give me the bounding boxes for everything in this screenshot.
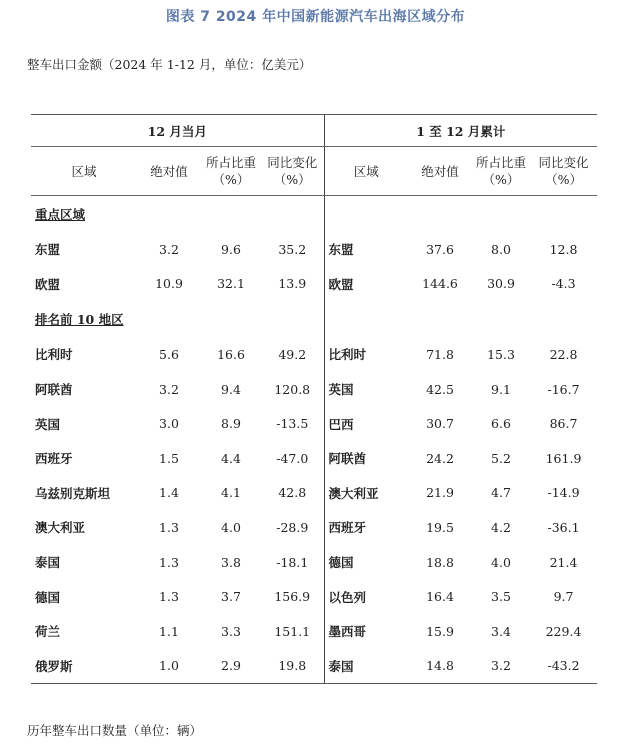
right-abs-cell: 16.4 [426, 589, 454, 605]
right-share-cell: 4.2 [491, 519, 511, 535]
right-region-cell: 泰国 [324, 649, 408, 684]
left-region-cell: 泰国 [35, 555, 61, 571]
right-abs-cell: 15.9 [426, 623, 454, 639]
left-region-cell: 澳大利亚 [35, 520, 86, 536]
table-row [31, 441, 597, 476]
right-share-cell: 8.0 [491, 241, 511, 257]
left-abs-cell: 1.5 [159, 450, 179, 466]
right-abs-cell: 30.7 [426, 416, 454, 432]
left-yoy-cell: 156.9 [274, 589, 311, 605]
right-yoy-cell: -43.2 [530, 649, 597, 684]
right-yoy-cell: 21.4 [549, 554, 578, 570]
right-pane-title: 1 至 12 月累计 [324, 115, 597, 147]
left-share-cell: 32.1 [217, 276, 245, 292]
left-abs-cell: 1.3 [159, 554, 179, 570]
left-abs-cell: 1.1 [159, 623, 179, 639]
right-yoy-cell: -16.7 [547, 381, 580, 397]
right-yoy-cell: -36.1 [547, 519, 580, 535]
right-region-cell: 比利时 [324, 337, 408, 372]
left-yoy-cell: 42.8 [278, 485, 307, 501]
right-abs-cell: 21.9 [426, 485, 454, 501]
left-share-cell: 3.3 [221, 623, 241, 639]
right-yoy-cell: -4.3 [551, 276, 576, 292]
col-header-yoy: 同比变化 （%） [530, 147, 597, 196]
left-share-cell: 3.7 [221, 589, 241, 605]
right-share-cell: 6.6 [491, 416, 511, 432]
left-share-cell: 4.0 [221, 519, 241, 535]
left-yoy-cell: 19.8 [261, 649, 324, 684]
right-region-cell: 墨西哥 [324, 614, 408, 649]
left-share-cell: 8.9 [221, 416, 241, 432]
left-yoy-cell: -47.0 [276, 450, 309, 466]
right-pane-blank [324, 196, 597, 233]
col-header-share: 所占比重 （%） [472, 147, 530, 196]
left-region-cell: 西班牙 [35, 451, 73, 467]
left-yoy-cell: 151.1 [274, 623, 311, 639]
right-yoy-cell: 22.8 [549, 346, 578, 362]
right-abs-cell: 144.6 [422, 276, 458, 292]
section-key-regions: 重点区域 [35, 207, 86, 222]
right-share-cell: 4.0 [491, 554, 511, 570]
right-region-cell: 西班牙 [324, 510, 408, 545]
left-yoy-cell: -18.1 [276, 554, 309, 570]
left-region-cell: 比利时 [35, 347, 73, 363]
col-header-region: 区域 [31, 147, 137, 196]
left-yoy-cell: 49.2 [278, 346, 307, 362]
left-region-cell: 俄罗斯 [31, 649, 137, 684]
left-abs-cell: 10.9 [155, 276, 183, 292]
right-share-cell: 4.7 [491, 485, 511, 501]
table-row [31, 337, 597, 372]
right-share-cell: 9.1 [491, 381, 511, 397]
right-yoy-cell: 86.7 [549, 416, 578, 432]
col-header-absolute: 绝对值 [137, 147, 201, 196]
right-share-cell: 3.5 [491, 589, 511, 605]
right-region-cell: 德国 [324, 545, 408, 580]
right-region-cell: 英国 [324, 372, 408, 407]
right-yoy-cell: -14.9 [547, 485, 580, 501]
table-row [31, 406, 597, 441]
left-pane-title: 12 月当月 [31, 115, 324, 147]
right-share-cell: 3.2 [472, 649, 530, 684]
left-yoy-cell: -28.9 [276, 519, 309, 535]
left-abs-cell: 3.2 [159, 381, 179, 397]
right-region-cell: 巴西 [324, 406, 408, 441]
left-share-cell: 9.6 [221, 241, 241, 257]
table-row [31, 579, 597, 614]
left-abs-cell: 3.0 [159, 416, 179, 432]
right-region-cell: 欧盟 [324, 267, 408, 302]
right-pane-blank [324, 301, 597, 337]
left-yoy-cell: 120.8 [274, 381, 311, 397]
right-abs-cell: 24.2 [426, 450, 454, 466]
table-row [31, 267, 597, 302]
right-abs-cell: 19.5 [426, 519, 454, 535]
right-abs-cell: 42.5 [426, 381, 454, 397]
table-row [31, 372, 597, 407]
right-yoy-cell: 12.8 [549, 241, 578, 257]
left-region-cell: 欧盟 [35, 276, 61, 292]
section-key-regions-row [31, 196, 597, 233]
left-abs-cell: 3.2 [159, 241, 179, 257]
right-share-cell: 5.2 [491, 450, 511, 466]
table-row [31, 649, 597, 684]
right-share-cell: 30.9 [487, 276, 515, 292]
right-abs-cell: 37.6 [426, 241, 454, 257]
table-subtitle: 整车出口金额（2024 年 1-12 月，单位：亿美元） [27, 57, 312, 72]
left-region-cell: 荷兰 [35, 624, 61, 640]
right-region-cell: 以色列 [324, 579, 408, 614]
table-row [31, 232, 597, 267]
right-abs-cell: 71.8 [426, 346, 454, 362]
next-table-caption: 历年整车出口数量（单位：辆） [27, 723, 203, 738]
right-yoy-cell: 229.4 [545, 623, 582, 639]
right-yoy-cell: 9.7 [553, 589, 574, 605]
col-header-region: 区域 [324, 147, 408, 196]
right-region-cell: 东盟 [324, 232, 408, 267]
right-abs-cell: 18.8 [426, 554, 454, 570]
left-abs-cell: 1.4 [159, 485, 179, 501]
left-abs-cell: 1.0 [137, 649, 201, 684]
left-yoy-cell: -13.5 [276, 416, 309, 432]
right-abs-cell: 14.8 [408, 649, 472, 684]
left-region-cell: 德国 [35, 589, 61, 605]
table-row [31, 510, 597, 545]
left-abs-cell: 5.6 [159, 346, 179, 362]
left-region-cell: 英国 [35, 416, 61, 432]
section-top10: 排名前 10 地区 [35, 312, 124, 328]
left-share-cell: 9.4 [221, 381, 241, 397]
col-header-share: 所占比重 （%） [201, 147, 261, 196]
left-region-cell: 东盟 [35, 242, 61, 258]
table-row [31, 545, 597, 580]
table-row [31, 476, 597, 511]
figure-title: 图表 7 2024 年中国新能源汽车出海区域分布 [165, 9, 466, 25]
left-share-cell: 16.6 [217, 346, 245, 362]
col-header-yoy: 同比变化 （%） [261, 147, 324, 196]
left-share-cell: 3.8 [221, 554, 241, 570]
left-share-cell: 4.1 [221, 485, 241, 501]
right-share-cell: 3.4 [491, 623, 511, 639]
right-share-cell: 15.3 [487, 346, 515, 362]
right-yoy-cell: 161.9 [545, 450, 582, 466]
left-abs-cell: 1.3 [159, 519, 179, 535]
left-region-cell: 乌兹别克斯坦 [35, 485, 111, 501]
left-yoy-cell: 35.2 [278, 241, 307, 257]
section-top10-row [31, 301, 597, 337]
left-yoy-cell: 13.9 [278, 276, 307, 292]
left-share-cell: 2.9 [201, 649, 261, 684]
left-abs-cell: 1.3 [159, 589, 179, 605]
left-share-cell: 4.4 [221, 450, 241, 466]
right-region-cell: 阿联酋 [324, 441, 408, 476]
col-header-absolute: 绝对值 [408, 147, 472, 196]
left-region-cell: 阿联酋 [35, 382, 73, 398]
right-region-cell: 澳大利亚 [324, 476, 408, 511]
export-region-table [31, 114, 597, 684]
table-row [31, 614, 597, 649]
